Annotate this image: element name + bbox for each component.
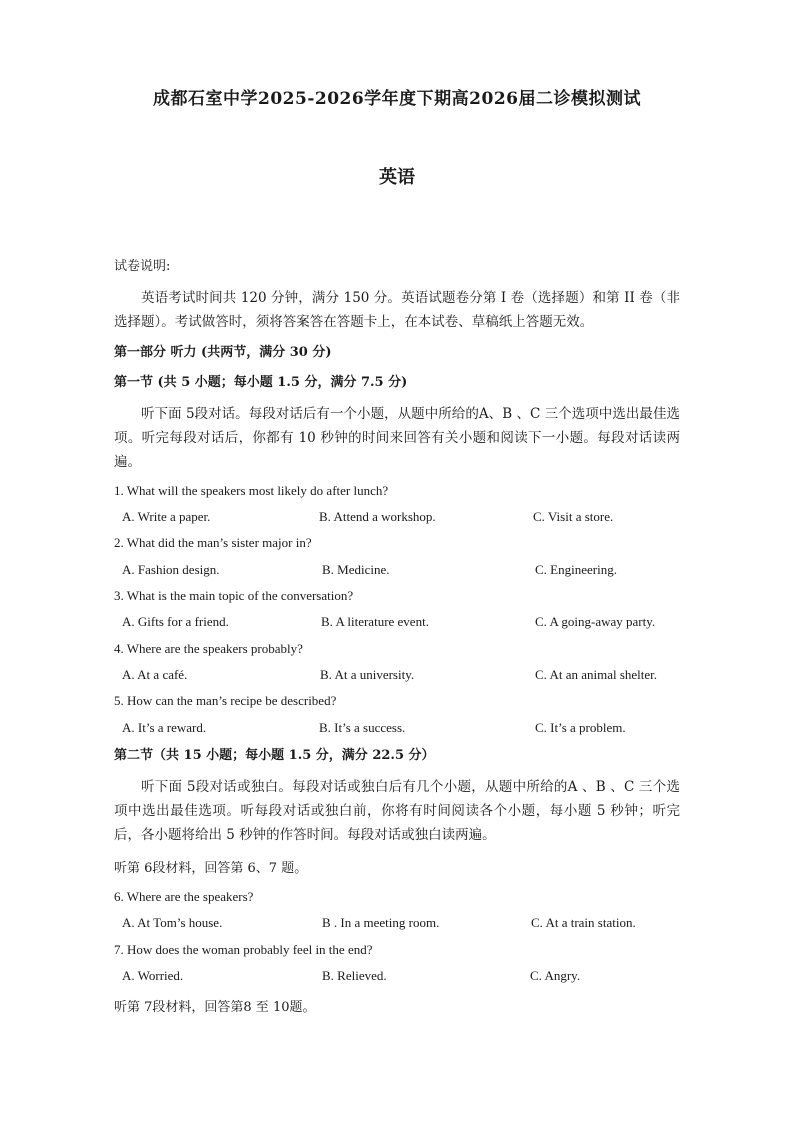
option-b: B . In a meeting room. <box>322 915 440 930</box>
material-6-instruction: 听第 6段材料，回答第 6、7 题。 <box>114 861 308 876</box>
option-c: C. Engineering. <box>535 562 617 577</box>
option-a: A. It’s a reward. <box>122 720 207 735</box>
option-b: B. Relieved. <box>322 968 387 983</box>
option-a: A. Write a paper. <box>122 509 211 524</box>
question-stem: 2. What did the man’s sister major in? <box>114 535 312 550</box>
question-stem: 7. How does the woman probably feel in the end? <box>114 942 373 957</box>
option-b: B. Medicine. <box>322 562 390 577</box>
part1-heading: 第一部分 听力 (共两节，满分 30 分) <box>114 345 332 360</box>
option-b: B. It’s a success. <box>319 720 406 735</box>
option-c: C. Angry. <box>530 968 581 983</box>
option-c: C. A going-away party. <box>535 614 656 629</box>
section2-directions: 听下面 5段对话或独白。每段对话或独白后有几个小题，从题中所给的A 、B 、C 三个选项中选出最佳选项。听每段对话或独白前，你将有时间阅读各个小题，每小题 5 秒钟；听完后，各小题将给出 5 秒钟的作答时间。每段对话或独白读两遍。 <box>114 779 680 843</box>
option-a: A. At a café. <box>122 667 188 682</box>
exam-title: 成都石室中学2025-2026学年度下期高2026届二诊模拟测试 <box>153 89 641 109</box>
option-b: B. Attend a workshop. <box>319 509 436 524</box>
option-b: B. At a university. <box>320 667 415 682</box>
option-b: B. A literature event. <box>321 614 429 629</box>
instructions-text: 英语考试时间共 120 分钟，满分 150 分。英语试题卷分第 I 卷（选择题）和第 II 卷（非选择题）。考试做答时，须将答案答在答题卡上，在本试卷、草稿纸上答题无效。 <box>114 290 680 330</box>
option-a: A. At Tom’s house. <box>122 915 223 930</box>
section1-heading: 第一节 (共 5 小题；每小题 1.5 分，满分 7.5 分) <box>114 375 408 390</box>
instructions-label: 试卷说明: <box>114 259 171 274</box>
option-c: C. At a train station. <box>531 915 636 930</box>
question-stem: 3. What is the main topic of the conversation? <box>114 588 354 603</box>
option-a: A. Worried. <box>122 968 184 983</box>
question-stem: 1. What will the speakers most likely do after lunch? <box>114 483 389 498</box>
question-stem: 4. Where are the speakers probably? <box>114 641 303 656</box>
option-c: C. At an animal shelter. <box>535 667 658 682</box>
option-a: A. Gifts for a friend. <box>122 614 229 629</box>
subject-title: 英语 <box>379 167 415 188</box>
section1-directions: 听下面 5段对话。每段对话后有一个小题，从题中所给的A、B 、C 三个选项中选出最佳选项。听完每段对话后，你都有 10 秒钟的时间来回答有关小题和阅读下一小题。每段对话读两遍。 <box>114 406 680 470</box>
section2-heading: 第二节（共 15 小题；每小题 1.5 分，满分 22.5 分） <box>114 748 435 763</box>
option-c: C. It’s a problem. <box>535 720 626 735</box>
material-7-instruction: 听第 7段材料，回答第8 至 10题。 <box>114 1000 316 1015</box>
question-stem: 5. How can the man’s recipe be described? <box>114 693 337 708</box>
option-c: C. Visit a store. <box>533 509 614 524</box>
option-a: A. Fashion design. <box>122 562 220 577</box>
question-stem: 6. Where are the speakers? <box>114 889 254 904</box>
